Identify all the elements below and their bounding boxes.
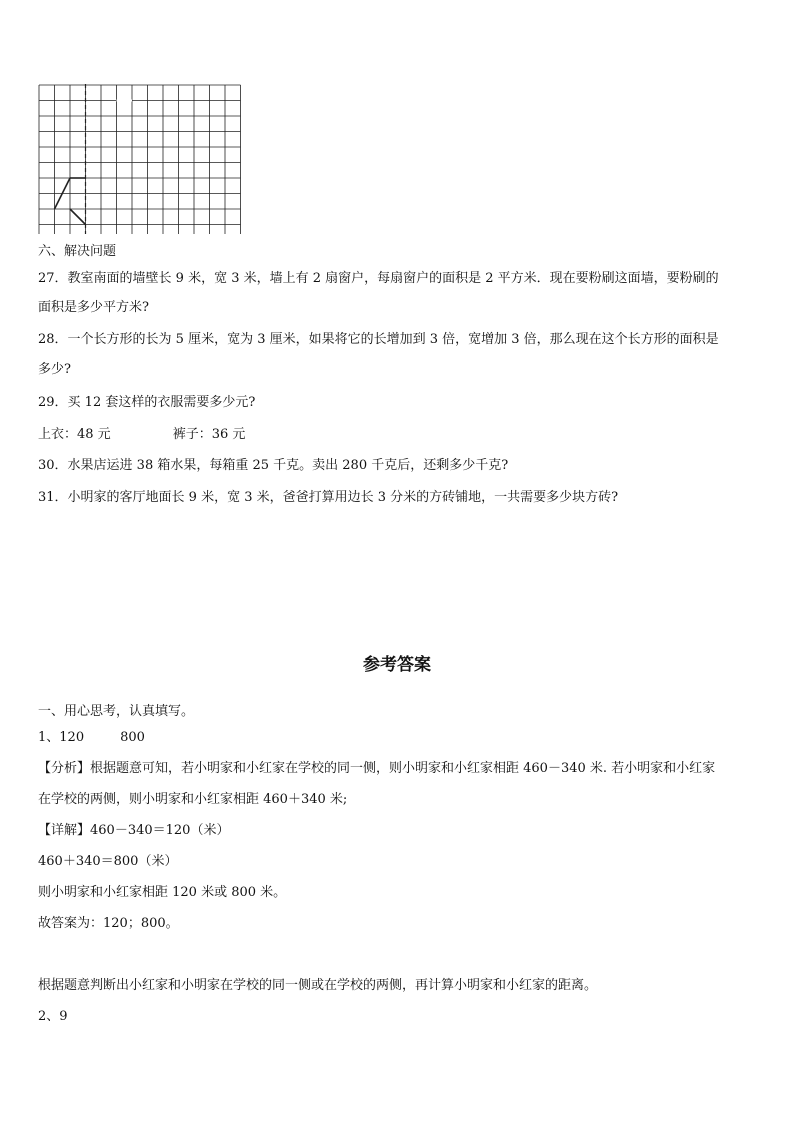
price-top: 上衣：48 元 — [38, 427, 111, 442]
figure-edge-slant-bottom — [70, 209, 86, 225]
question-31: 31．小明家的客厅地面长 9 米，宽 3 米，爸爸打算用边长 3 分米的方砖铺地，一共需要多少块方砖? — [38, 490, 619, 505]
answer-1-detail-line1: 【详解】460－340＝120（米） — [38, 823, 230, 838]
answer-1-detail-line2: 460＋340＝800（米） — [38, 854, 178, 869]
answer-2: 2、9 — [38, 1009, 68, 1024]
answer-1-analysis-line2: 在学校的两侧，则小明家和小红家相距 460＋340 米; — [38, 792, 348, 807]
question-29-prices — [38, 426, 245, 444]
section-heading-solve: 六、解决问题 — [38, 244, 117, 259]
question-29: 29．买 12 套这样的衣服需要多少元? — [38, 395, 256, 410]
answer-1-detail-line3: 则小明家和小红家相距 120 米或 800 米。 — [38, 885, 287, 900]
answers-title: 参考答案 — [363, 655, 431, 675]
price-pants: 裤子：36 元 — [172, 427, 246, 442]
question-27-line2: 面积是多少平方米? — [38, 300, 149, 315]
answer-1-label: 1、120 — [38, 730, 85, 745]
grid-figure — [38, 84, 244, 234]
question-28-line1: 28．一个长方形的长为 5 厘米，宽为 3 厘米，如果将它的长增加到 3 倍，宽增加 3 倍，那么现在这个长方形的面积是 — [38, 332, 719, 347]
answer-1-second: 800 — [120, 730, 145, 745]
answer-1-comment: 根据题意判断出小红家和小明家在学校的同一侧或在学校的两侧，再计算小明家和小红家的距离。 — [38, 978, 598, 993]
answer-1-result: 故答案为：120；800。 — [38, 916, 179, 931]
answers-section1-heading: 一、用心思考，认真填写。 — [38, 704, 195, 719]
question-30: 30．水果店运进 38 箱水果，每箱重 25 千克。卖出 280 千克后，还剩多少千克? — [38, 458, 509, 473]
question-28-line2: 多少? — [38, 362, 71, 377]
answer-1-values — [38, 729, 145, 747]
question-27-line1: 27．教室南面的墙壁长 9 米，宽 3 米，墙上有 2 扇窗户，每扇窗户的面积是 2 平方米．现在要粉刷这面墙，要粉刷的 — [38, 271, 719, 286]
answer-1-analysis-line1: 【分析】根据题意可知，若小明家和小红家在学校的同一侧，则小明家和小红家相距 460－340 米. 若小明家和小红家 — [38, 761, 716, 776]
